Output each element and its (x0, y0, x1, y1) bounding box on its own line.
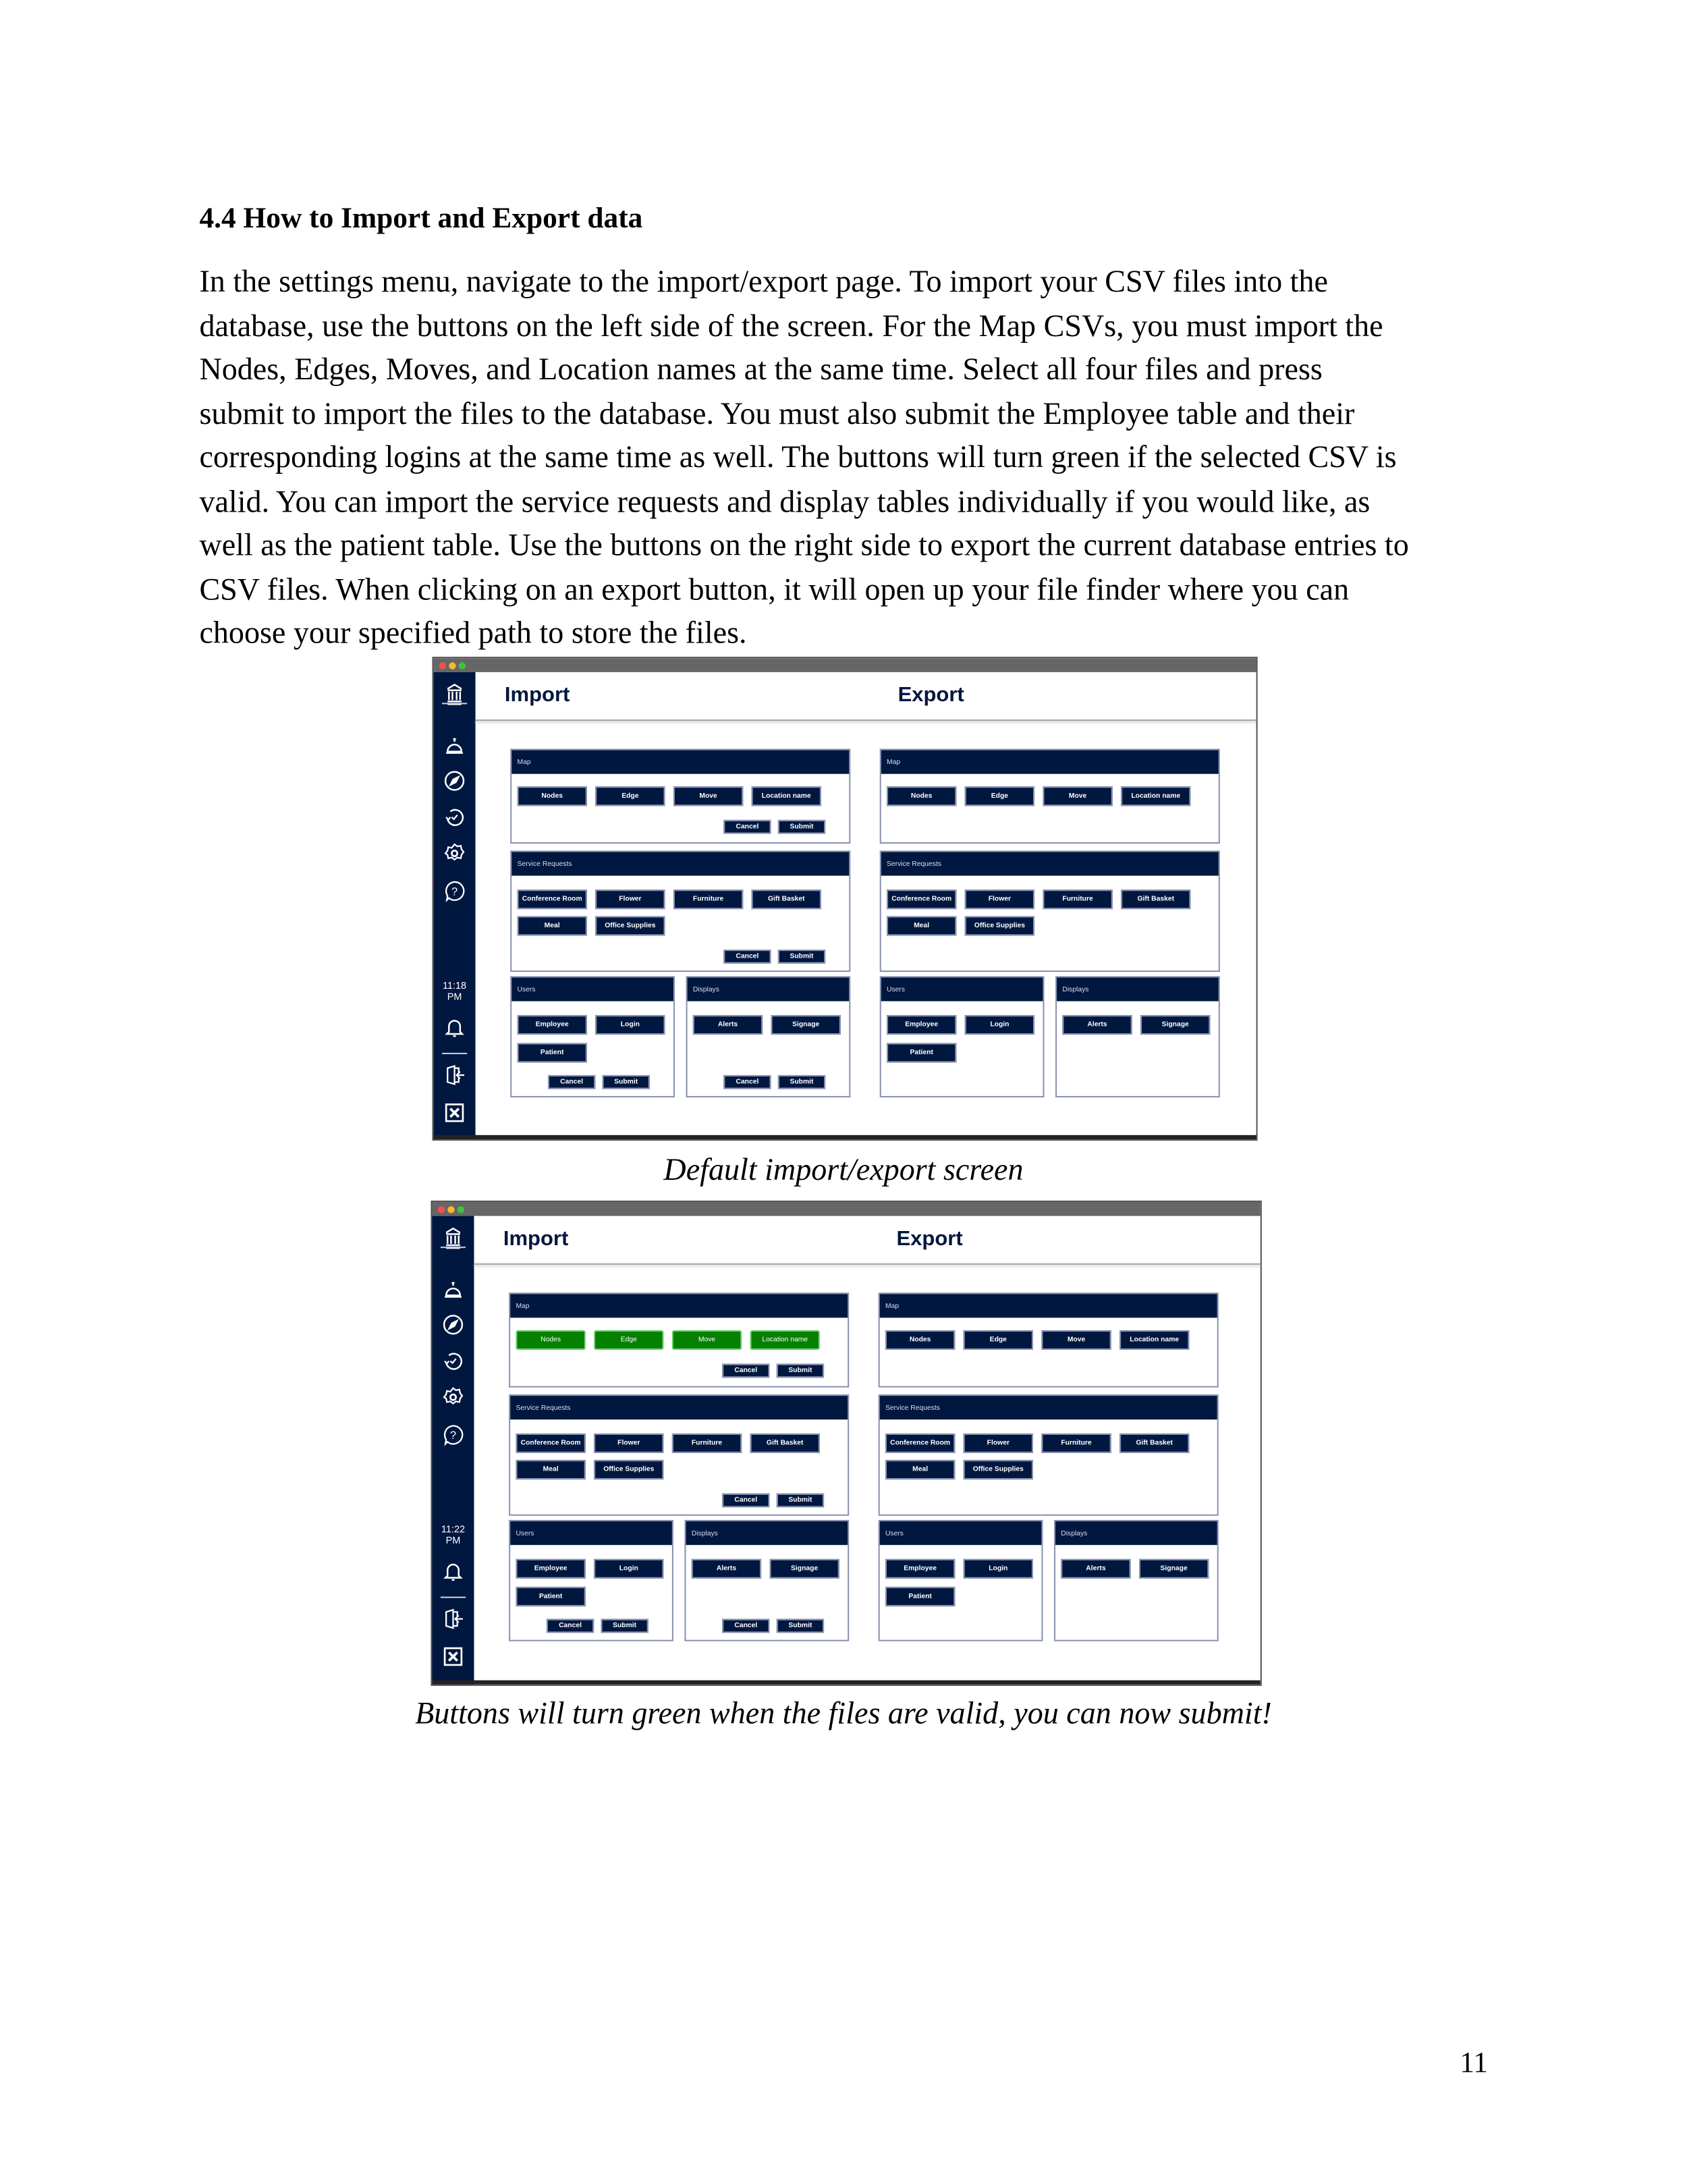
file-button-alerts[interactable]: Alerts (692, 1559, 761, 1579)
panel-title: Map (881, 750, 1219, 774)
file-button-patient[interactable]: Patient (516, 1587, 585, 1606)
file-button-gift-basket[interactable]: Gift Basket (1121, 890, 1190, 909)
clock-ampm: PM (447, 993, 462, 1003)
paragraph-line: valid. You can import the service requests and display tables individually if you would like, as (199, 483, 1371, 518)
file-button-alerts[interactable]: Alerts (693, 1015, 763, 1035)
gear-icon[interactable] (442, 1386, 464, 1409)
panel-title: Displays (1057, 977, 1219, 1001)
maximize-window-button[interactable] (458, 1205, 464, 1212)
cancel-button[interactable]: Cancel (723, 820, 771, 834)
paragraph-line: submit to import the files to the database. You must also submit the Employee table and their (199, 395, 1355, 431)
file-button-edge[interactable]: Edge (594, 1330, 663, 1350)
file-button-edge[interactable]: Edge (964, 1330, 1033, 1350)
file-button-conference-room[interactable]: Conference Room (887, 890, 956, 909)
file-button-patient[interactable]: Patient (885, 1587, 955, 1606)
file-button-login[interactable]: Login (594, 1559, 663, 1579)
submit-button[interactable]: Submit (601, 1619, 648, 1633)
file-button-location-name[interactable]: Location name (1119, 1330, 1189, 1350)
file-button-flower[interactable]: Flower (965, 890, 1034, 909)
cancel-button[interactable]: Cancel (547, 1619, 594, 1633)
submit-button[interactable]: Submit (778, 950, 825, 964)
import-title: Import (503, 1227, 569, 1251)
sidebar (432, 1216, 474, 1685)
header-divider (476, 719, 1256, 721)
valid-files-screenshot (432, 1202, 1260, 1685)
submit-button[interactable]: Submit (777, 1619, 824, 1633)
panel-displays (686, 976, 851, 1097)
file-button-edge[interactable]: Edge (965, 786, 1034, 806)
file-button-login[interactable]: Login (964, 1559, 1033, 1579)
panel-map (510, 748, 850, 843)
panel-title: Users (880, 1521, 1042, 1545)
file-button-signage[interactable]: Signage (1139, 1559, 1209, 1579)
panel-title: Map (511, 750, 849, 774)
cancel-button[interactable]: Cancel (723, 1075, 771, 1089)
import-title: Import (504, 683, 570, 707)
sidebar-divider (442, 1053, 467, 1054)
file-button-location-name[interactable]: Location name (1121, 786, 1190, 806)
close-window-button[interactable] (438, 1205, 445, 1212)
file-button-move[interactable]: Move (1041, 1330, 1111, 1350)
file-button-move[interactable]: Move (673, 786, 743, 806)
file-button-employee[interactable]: Employee (516, 1559, 585, 1579)
logout-door-icon[interactable] (443, 1064, 466, 1086)
file-button-furniture[interactable]: Furniture (673, 890, 743, 909)
file-button-nodes[interactable]: Nodes (885, 1330, 955, 1350)
file-button-alerts[interactable]: Alerts (1061, 1559, 1130, 1579)
panel-users (510, 976, 675, 1097)
panel-title: Service Requests (881, 852, 1219, 875)
file-button-furniture[interactable]: Furniture (1041, 1434, 1111, 1453)
svg-text:?: ? (451, 885, 458, 898)
export-title: Export (897, 683, 964, 707)
file-button-nodes[interactable]: Nodes (516, 1330, 585, 1350)
panel-title: Service Requests (880, 1396, 1217, 1419)
panel-displays (1054, 1520, 1219, 1641)
file-button-employee[interactable]: Employee (885, 1559, 955, 1579)
notification-bell-icon[interactable] (443, 1016, 466, 1039)
svg-text:?: ? (449, 1429, 457, 1442)
file-button-meal[interactable]: Meal (518, 916, 587, 935)
panel-title: Users (881, 977, 1043, 1001)
panel-service-requests (880, 850, 1220, 972)
close-icon[interactable] (442, 1645, 464, 1668)
sidebar-divider (442, 703, 467, 704)
panel-title: Map (880, 1294, 1217, 1317)
file-button-gift-basket[interactable]: Gift Basket (750, 1434, 820, 1453)
panel-title: Displays (688, 977, 850, 1001)
file-button-meal[interactable]: Meal (887, 916, 956, 935)
file-button-conference-room[interactable]: Conference Room (885, 1434, 955, 1453)
submit-button[interactable]: Submit (777, 1364, 824, 1378)
logout-door-icon[interactable] (442, 1608, 464, 1630)
file-button-login[interactable]: Login (965, 1015, 1034, 1035)
file-button-office-supplies[interactable]: Office Supplies (964, 1460, 1033, 1479)
file-button-location-name[interactable]: Location name (750, 1330, 820, 1350)
help-icon[interactable] (442, 1423, 464, 1446)
panel-map (880, 748, 1220, 843)
submit-button[interactable]: Submit (778, 1075, 825, 1089)
sidebar (434, 672, 476, 1139)
paragraph-line: In the settings menu, navigate to the import/export page. To import your CSV files into the (199, 263, 1328, 299)
cancel-button[interactable]: Cancel (722, 1364, 769, 1378)
file-button-employee[interactable]: Employee (887, 1015, 956, 1035)
window-bottom-edge (432, 1681, 1260, 1685)
compass-icon[interactable] (443, 769, 466, 792)
file-button-flower[interactable]: Flower (964, 1434, 1033, 1453)
file-button-employee[interactable]: Employee (518, 1015, 587, 1035)
minimize-window-button[interactable] (449, 661, 455, 668)
instructions-paragraph (199, 259, 1408, 655)
cancel-button[interactable]: Cancel (722, 1619, 769, 1633)
file-button-login[interactable]: Login (595, 1015, 665, 1035)
file-button-alerts[interactable]: Alerts (1062, 1015, 1132, 1035)
paragraph-line: Nodes, Edges, Moves, and Location names at the same time. Select all four files and press (199, 351, 1323, 387)
file-button-furniture[interactable]: Furniture (1043, 890, 1112, 909)
file-button-edge[interactable]: Edge (595, 786, 665, 806)
file-button-patient[interactable]: Patient (887, 1043, 956, 1062)
file-button-office-supplies[interactable]: Office Supplies (965, 916, 1034, 935)
file-button-signage[interactable]: Signage (769, 1559, 839, 1579)
page-number: 11 (1460, 2045, 1489, 2079)
history-icon[interactable] (443, 806, 466, 828)
panel-map (509, 1292, 849, 1387)
panel-title: Displays (686, 1521, 848, 1545)
file-button-flower[interactable]: Flower (595, 890, 665, 909)
panel-users (879, 1520, 1043, 1641)
panel-users (880, 976, 1045, 1097)
window-bottom-edge (434, 1135, 1256, 1139)
service-bell-icon[interactable] (442, 1279, 464, 1301)
cancel-button[interactable]: Cancel (723, 950, 771, 964)
cancel-button[interactable]: Cancel (722, 1494, 769, 1508)
file-button-office-supplies[interactable]: Office Supplies (595, 916, 665, 935)
file-button-office-supplies[interactable]: Office Supplies (594, 1460, 663, 1479)
submit-button[interactable]: Submit (777, 1494, 824, 1508)
sidebar-divider (441, 1597, 466, 1598)
file-button-furniture[interactable]: Furniture (672, 1434, 742, 1453)
panel-map (879, 1292, 1219, 1387)
panel-service-requests (509, 1394, 849, 1516)
file-button-move[interactable]: Move (672, 1330, 742, 1350)
clock-ampm: PM (445, 1536, 461, 1547)
panel-service-requests (879, 1394, 1219, 1516)
default-import-export-screenshot (434, 658, 1256, 1139)
help-icon[interactable] (443, 880, 466, 902)
gear-icon[interactable] (443, 842, 466, 865)
file-button-move[interactable]: Move (1043, 786, 1112, 806)
file-button-meal[interactable]: Meal (885, 1460, 955, 1479)
export-title: Export (896, 1227, 963, 1251)
notification-bell-icon[interactable] (442, 1560, 464, 1583)
paragraph-line: CSV files. When clicking on an export button, it will open up your file finder where you can (199, 571, 1350, 606)
file-button-gift-basket[interactable]: Gift Basket (1119, 1434, 1189, 1453)
submit-button[interactable]: Submit (603, 1075, 650, 1089)
panel-users (509, 1520, 673, 1641)
panel-title: Service Requests (511, 852, 849, 875)
paragraph-line: corresponding logins at the same time as well. The buttons will turn green if the selected CSV is (199, 439, 1397, 474)
file-button-gift-basket[interactable]: Gift Basket (752, 890, 821, 909)
sidebar-divider (441, 1247, 466, 1248)
panel-displays (684, 1520, 849, 1641)
maximize-window-button[interactable] (459, 661, 466, 668)
file-button-flower[interactable]: Flower (594, 1434, 663, 1453)
panel-title: Displays (1055, 1521, 1217, 1545)
panel-title: Users (511, 977, 673, 1001)
window-titlebar (432, 1202, 1260, 1216)
section-heading: 4.4 How to Import and Export data (199, 200, 643, 235)
figure-caption: Default import/export screen (663, 1151, 1024, 1187)
panel-service-requests (510, 850, 850, 972)
file-button-location-name[interactable]: Location name (752, 786, 821, 806)
panel-title: Service Requests (510, 1396, 848, 1419)
file-button-nodes[interactable]: Nodes (518, 786, 587, 806)
file-button-conference-room[interactable]: Conference Room (518, 890, 587, 909)
clock-time: 11:18 (442, 981, 467, 991)
file-button-conference-room[interactable]: Conference Room (516, 1434, 585, 1453)
panel-title: Users (510, 1521, 672, 1545)
file-button-signage[interactable]: Signage (1140, 1015, 1210, 1035)
file-button-meal[interactable]: Meal (516, 1460, 585, 1479)
cancel-button[interactable]: Cancel (548, 1075, 595, 1089)
close-icon[interactable] (443, 1101, 466, 1124)
history-icon[interactable] (442, 1350, 464, 1372)
clock-time: 11:22 (441, 1525, 466, 1535)
service-bell-icon[interactable] (443, 735, 466, 757)
minimize-window-button[interactable] (447, 1205, 454, 1212)
paragraph-line: well as the patient table. Use the buttons on the right side to export the current database entries to (199, 526, 1409, 562)
file-button-signage[interactable]: Signage (771, 1015, 841, 1035)
file-button-nodes[interactable]: Nodes (887, 786, 956, 806)
figure-caption: Buttons will turn green when the files are valid, you can now submit! (415, 1695, 1272, 1731)
paragraph-line: choose your specified path to store the files. (199, 615, 747, 650)
paragraph-line: database, use the buttons on the left side of the screen. For the Map CSVs, you must import the (199, 307, 1383, 343)
compass-icon[interactable] (442, 1313, 464, 1336)
panel-displays (1055, 976, 1220, 1097)
window-titlebar (434, 658, 1256, 672)
close-window-button[interactable] (439, 661, 446, 668)
submit-button[interactable]: Submit (778, 820, 825, 834)
file-button-patient[interactable]: Patient (518, 1043, 587, 1062)
header-divider (474, 1263, 1260, 1265)
panel-title: Map (510, 1294, 848, 1317)
